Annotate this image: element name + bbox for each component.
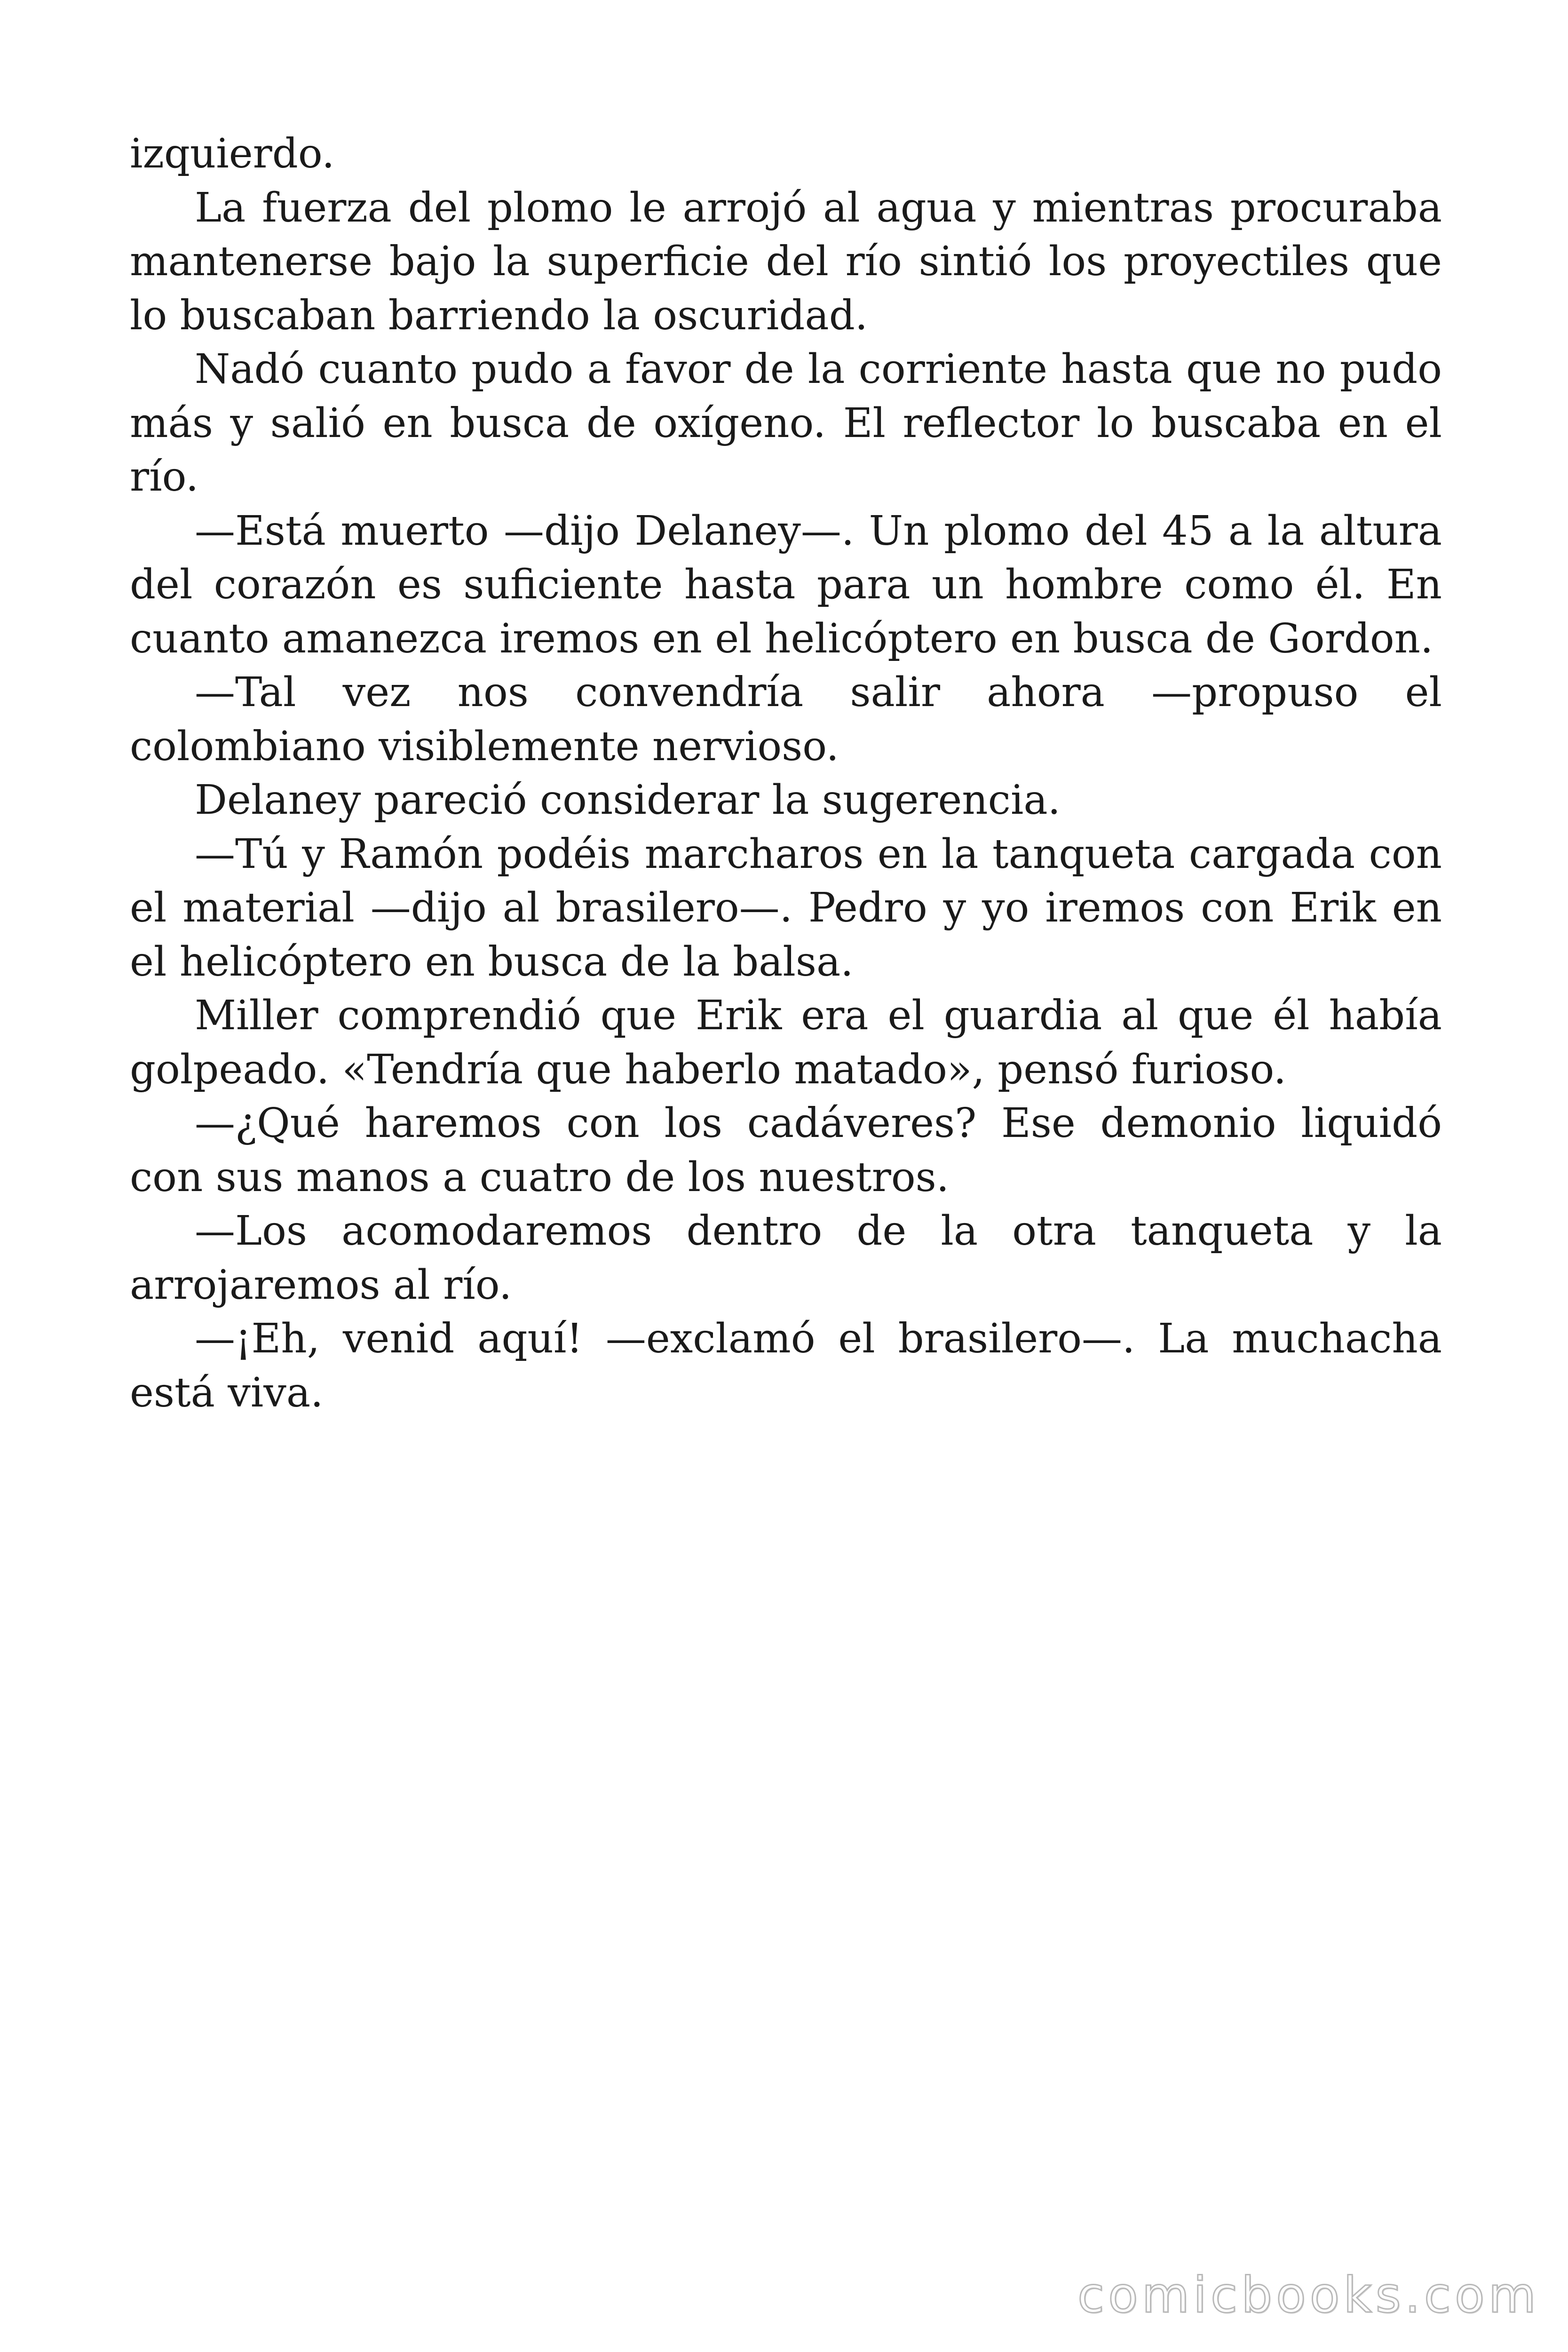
paragraph: La fuerza del plomo le arrojó al agua y mientras procuraba mantenerse bajo la superficie del río sintió los proyectiles que lo buscaban barriendo la oscuridad. (130, 184, 1442, 339)
body-text (130, 127, 1442, 1420)
paragraph: —Está muerto —dijo Delaney—. Un plomo del 45 a la altura del corazón es suficiente hasta para un hombre como él. En cuanto amanezca iremos en el helicóptero en busca de Gordon. (130, 507, 1442, 662)
paragraph: —¿Qué haremos con los cadáveres? Ese demonio liquidó con sus manos a cuatro de los nuestros. (130, 1100, 1442, 1201)
paragraph: Miller comprendió que Erik era el guardia al que él había golpeado. «Tendría que haberlo matado», pensó furioso. (130, 992, 1442, 1093)
paragraph: izquierdo. (130, 130, 335, 177)
paragraph: —¡Eh, venid aquí! —exclamó el brasilero—. La muchacha está viva. (130, 1315, 1442, 1416)
paragraph: —Los acomodaremos dentro de la otra tanqueta y la arrojaremos al río. (130, 1208, 1442, 1309)
paragraph: Nadó cuanto pudo a favor de la corriente hasta que no pudo más y salió en busca de oxígeno. El reflector lo buscaba en el río. (130, 346, 1442, 501)
paragraph: Delaney pareció considerar la sugerencia. (195, 777, 1061, 824)
paragraph: —Tú y Ramón podéis marcharos en la tanqueta cargada con el material —dijo al brasilero—. Pedro y yo iremos con Erik en el helicóptero en busca de la balsa. (130, 830, 1442, 985)
paragraph: —Tal vez nos convendría salir ahora —propuso el colombiano visiblemente nervioso. (130, 669, 1442, 770)
watermark: comicbooks.com (1077, 2266, 1540, 2324)
